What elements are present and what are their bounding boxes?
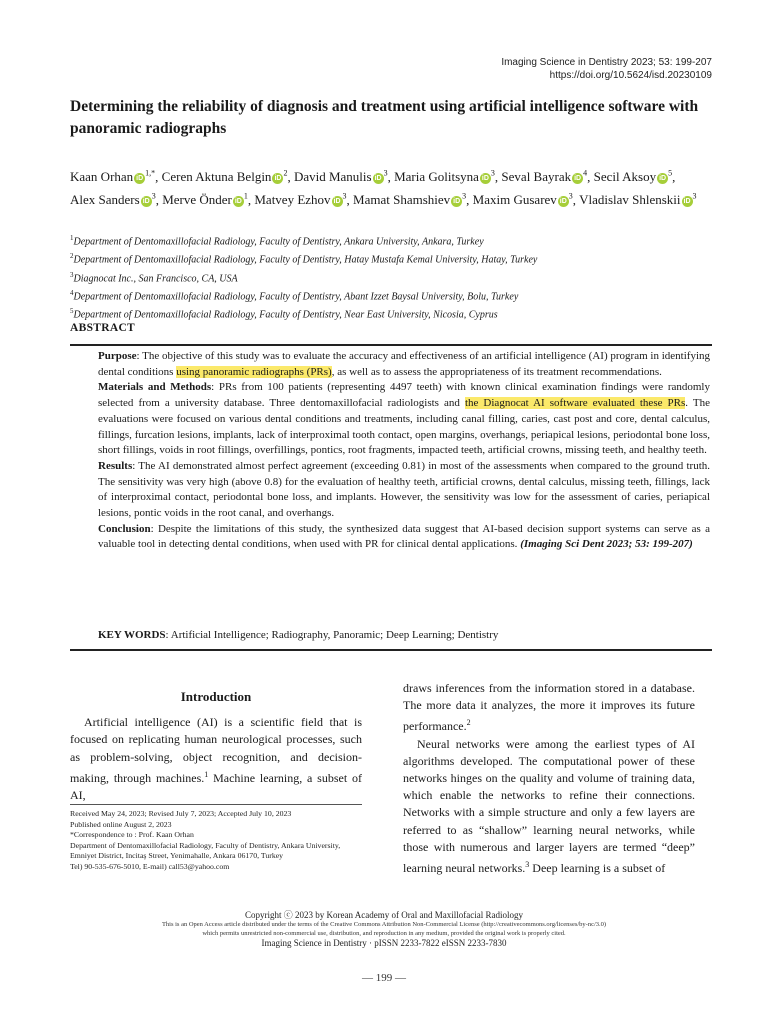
doi-link[interactable]: https://doi.org/10.5624/isd.20230109: [549, 70, 712, 81]
affiliation: [70, 286, 710, 304]
affiliation-number: 1: [70, 234, 74, 242]
footnote-rule: [70, 804, 362, 805]
affiliation: [70, 268, 710, 286]
affiliation: [70, 231, 710, 249]
author-name: Mamat Shamshiev: [353, 192, 451, 208]
author-affiliation-number: 3: [383, 169, 388, 178]
abstract-citation: (Imaging Sci Dent 2023; 53: 199-207): [520, 538, 693, 551]
author-name: Matvey Ezhov: [254, 192, 331, 208]
right-column: [403, 680, 695, 877]
abstract-top-rule: [70, 344, 712, 346]
author[interactable]: [501, 169, 587, 184]
intro-p2-text: draws inferences from the information stored in a database. The more data it analyzes, the more it improves its future performance.: [403, 681, 695, 734]
article-title: Determining the reliability of diagnosis and treatment using artificial intelligence software with panoramic radiographs: [70, 98, 699, 137]
keywords: [98, 628, 710, 643]
author-affiliation-number: 3: [568, 191, 573, 201]
citation-ref-2: 2: [466, 718, 471, 728]
author[interactable]: [473, 192, 573, 207]
orcid-icon[interactable]: iD: [481, 175, 489, 183]
orcid-icon[interactable]: iD: [659, 175, 667, 183]
orcid-icon[interactable]: iD: [559, 198, 567, 206]
citation-ref-1: 1: [204, 769, 209, 779]
orcid-icon[interactable]: iD: [574, 175, 582, 183]
abstract-bottom-rule: [70, 649, 712, 651]
author[interactable]: [254, 192, 346, 207]
affiliation-list: [70, 231, 710, 323]
author-name: Secil Aksoy: [593, 169, 657, 185]
orcid-icon[interactable]: iD: [234, 198, 242, 206]
orcid-icon[interactable]: iD: [142, 198, 150, 206]
author[interactable]: [579, 192, 696, 207]
results-text: : The AI demonstrated almost perfect agreement (exceeding 0.81) in most of the assessments when compared to the ground truth. The sensitivity was very high (above 0.8) for the evaluation of healthy teeth, artificial crowns, dental calculus, missing teeth, fillings, lack of interproximal contact, periodontal bone loss, and implants. However, the sensitivity was low for the assessment of caries, periapical lesions, pontic voids in the root canal, and overhangs.: [98, 459, 710, 520]
journal-header: [501, 56, 712, 82]
affiliation: [70, 249, 710, 267]
issn-line: Imaging Science in Dentistry · pISSN 2233-7822 eISSN 2233-7830: [261, 938, 507, 948]
author[interactable]: [70, 169, 155, 184]
intro-p1-text-b: Machine learning, a subset of AI,: [70, 770, 362, 803]
affiliation-number: 5: [70, 307, 74, 316]
orcid-icon[interactable]: iD: [683, 198, 691, 206]
purpose-label: Purpose: [98, 350, 137, 362]
license-line-2: which permits unrestricted non-commercial use, distribution, and reproduction in any medium, provided the original work is properly cited.: [202, 929, 566, 937]
author-name: Vladislav Shlenskii: [579, 192, 681, 208]
author[interactable]: [70, 192, 156, 207]
affiliation-number: 4: [70, 288, 74, 297]
conclusion-text: : Despite the limitations of this study, the synthesized data suggest that AI-based decision support systems can serve as a valuable tool in detecting dental conditions, when used with PR for clinical dental applications.: [98, 522, 710, 551]
author-name: Kaan Orhan: [70, 169, 134, 185]
author-name: David Manulis: [293, 169, 372, 185]
affiliation-text: Department of Dentomaxillofacial Radiology, Faculty of Dentistry, Near East University, Nicosia, Cyprus: [73, 309, 498, 321]
abstract-methods: [98, 380, 710, 459]
author-name: Maria Golitsyna: [394, 169, 479, 185]
author-affiliation-number: 3: [462, 191, 467, 201]
author-affiliation-number: 3: [342, 191, 347, 201]
purpose-highlight: using panoramic radiographs (PRs): [176, 365, 332, 378]
author-name: Alex Sanders: [70, 192, 140, 208]
orcid-icon[interactable]: iD: [136, 175, 144, 183]
license-line-1: This is an Open Access article distributed under the terms of the Creative Commons Attribution Non-Commercial License (http://creativecommons.org/licenses/by-nc/3.0): [161, 921, 607, 928]
introduction-heading: Introduction: [180, 689, 252, 704]
journal-citation: Imaging Science in Dentistry 2023; 53: 199-207: [501, 57, 712, 68]
author-affiliation-number: 3: [692, 191, 697, 201]
published-date: Published online August 2, 2023: [70, 819, 172, 829]
author-affiliation-number: 2: [283, 169, 288, 178]
author-affiliation-number: 3: [151, 191, 156, 201]
orcid-icon[interactable]: iD: [374, 175, 382, 183]
orcid-icon[interactable]: iD: [274, 175, 282, 183]
correspondence-contact: Tel) 90-535-676-5010, E-mail) call53@yahoo.com: [70, 861, 230, 871]
author-list: Kaan Orhan $iD^{1,*}$, Ceren Aktuna Belgin $iD^2$, David Manulis $iD^3$, Maria Golitsyna $iD^3$, Seval Bayrak $iD^4$, Secil Aksoy $iD^5$, Alex Sanders $iD^3$, Merve Önder $iD^1$, Matvey Ezhov $iD^3$, Mamat Shamshiev $iD^3$, Maxim Gusarev $iD^3$, Vladislav Shlenskii $iD^3$: [70, 169, 697, 208]
abstract-conclusion: [98, 522, 710, 553]
abstract-purpose: [98, 349, 710, 380]
keywords-text: : Artificial Intelligence; Radiography, Panoramic; Deep Learning; Dentistry: [165, 629, 499, 641]
purpose-text-a: : The objective of this study was to evaluate the accuracy and effectiveness of an artificial intelligence (AI) program in identifying dental conditions: [98, 350, 710, 378]
left-column: [70, 680, 362, 804]
keywords-label: KEY WORDS: [98, 629, 166, 641]
author-name: Seval Bayrak: [501, 169, 572, 185]
correspondence: *Correspondence to : Prof. Kaan Orhan: [70, 830, 194, 839]
copyright-line: Copyright ⓒ 2023 by Korean Academy of Oral and Maxillofacial Radiology: [245, 910, 523, 920]
methods-text-b: . The evaluations were focused on various dental conditions and treatments, including canal filling, caries, cast post and core, dental calculus, fillings, furcation lesions, implants, lack of interproximal tooth contact, open margins, overhangs, periapical lesions, periodontal bone loss, short fillings, voids in root fillings, overfillings, pontics, root fragments, impacted teeth, artificial crowns, missing teeth, and healthy teeth.: [98, 397, 710, 457]
affiliation: [70, 304, 710, 322]
methods-text-a: : PRs from 100 patients (representing 4497 teeth) with known clinical examination findings were randomly selected from a university database. Three dentomaxillofacial radiologists and: [98, 381, 710, 410]
author-affiliation-number: 3: [490, 169, 495, 178]
correspondence-address: Department of Dentomaxillofacial Radiology, Faculty of Dentistry, Ankara University, Emniyet District, Incitaş Street, Yenimahalle, Ankara 06170, Turkey: [70, 840, 341, 860]
author-name: Maxim Gusarev: [472, 192, 557, 208]
affiliation-text: Department of Dentomaxillofacial Radiology, Faculty of Dentistry, Ankara University, Ankara, Turkey: [73, 236, 484, 248]
results-label: Results: [98, 459, 133, 472]
author[interactable]: [353, 192, 466, 207]
author-affiliation-number: 4: [583, 169, 588, 178]
author-name: Ceren Aktuna Belgin: [161, 169, 272, 185]
intro-paragraph-2: [403, 680, 695, 736]
footnotes: [70, 809, 362, 872]
abstract-heading: ABSTRACT: [70, 322, 136, 334]
affiliation-text: Department of Dentomaxillofacial Radiology, Faculty of Dentistry, Hatay Mustafa Kemal University, Hatay, Turkey: [73, 254, 538, 266]
received-dates: Received May 24, 2023; Revised July 7, 2023; Accepted July 10, 2023: [70, 809, 292, 818]
purpose-text-b: , as well as to assess the appropriateness of its treatment recommendations.: [331, 365, 662, 378]
author-affiliation-number: 1,*: [145, 169, 156, 178]
affiliation-text: Diagnocat Inc., San Francisco, CA, USA: [73, 272, 238, 284]
intro-p3-text-b: Deep learning is a subset of: [529, 861, 666, 876]
methods-label: Materials and Methods: [98, 381, 212, 394]
author[interactable]: [294, 169, 388, 184]
page-number: — 199 —: [362, 972, 406, 984]
author-affiliation-number: 1: [243, 191, 248, 201]
intro-paragraph-3: [403, 736, 695, 878]
conclusion-label: Conclusion: [98, 522, 151, 535]
affiliation-text: Department of Dentomaxillofacial Radiology, Faculty of Dentistry, Abant Izzet Baysal University, Bolu, Turkey: [73, 291, 519, 303]
author[interactable]: [394, 169, 495, 184]
copyright-block: [0, 910, 768, 949]
citation-ref-3: 3: [525, 860, 530, 870]
author[interactable]: [162, 169, 288, 184]
intro-p1-text-a: Artificial intelligence (AI) is a scientific field that is focused on replicating human neurological processes, such as problem-solving, object recognition, and decision-making, through machines.: [70, 715, 362, 785]
methods-highlight: the Diagnocat AI software evaluated these PRs: [464, 397, 686, 410]
author[interactable]: [594, 169, 672, 184]
affiliation-number: 3: [70, 270, 74, 279]
author-affiliation-number: 5: [668, 169, 673, 178]
orcid-icon[interactable]: iD: [333, 198, 341, 206]
intro-p3-text-a: Neural networks were among the earliest types of AI algorithms developed. The computational power of these networks hinges on the quality and volume of training data, which enable the networks to refine their connections. Networks with a simple structure and only a few layers are referred to as “shallow” learning neural networks, while those with numerous and larger layers are termed “deep” learning neural networks.: [403, 736, 695, 876]
intro-paragraph-1: [70, 714, 362, 804]
abstract-results: [98, 459, 710, 522]
author[interactable]: [162, 192, 248, 207]
author-name: Merve Önder: [162, 192, 232, 208]
orcid-icon[interactable]: iD: [453, 198, 461, 206]
abstract-body: [98, 349, 710, 553]
affiliation-number: 2: [70, 252, 74, 261]
